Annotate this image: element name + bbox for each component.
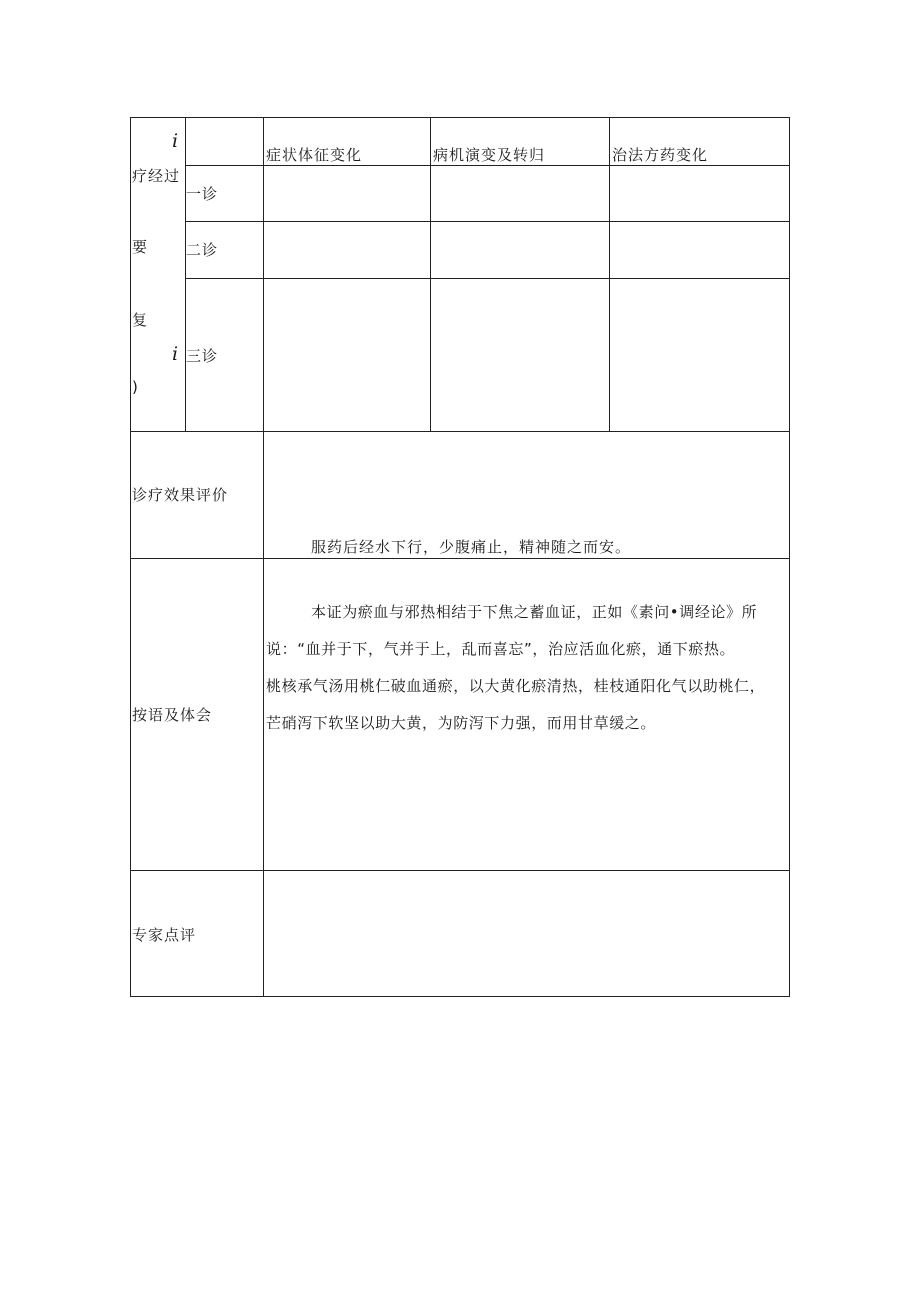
process-label-mark-top: i <box>172 130 179 152</box>
commentary-line-1: 本证为瘀血与邪热相结于下焦之蓄血证，正如《素问•调经论》所 <box>311 603 758 621</box>
visit-label-1: 一诊 <box>186 185 219 203</box>
visit-label-2: 二诊 <box>186 241 219 259</box>
table-border-bottom <box>130 996 790 997</box>
process-label-line-2: 要 <box>132 238 149 256</box>
evaluation-label: 诊疗效果评价 <box>132 486 229 504</box>
header-symptoms: 症状体征变化 <box>266 146 363 164</box>
table-border-right <box>789 117 790 997</box>
divider-visit2-row <box>185 278 790 279</box>
process-label-line-3: 复 <box>132 311 149 329</box>
process-label-line-4: ) <box>132 378 139 396</box>
expert-review-label: 专家点评 <box>132 926 197 944</box>
commentary-label: 按语及体会 <box>132 706 213 724</box>
divider-evaluation-commentary <box>130 558 790 559</box>
evaluation-content: 服药后经水下行，少腹痛止，精神随之而安。 <box>311 538 632 556</box>
divider-visit-symptoms <box>263 117 264 997</box>
divider-header-row <box>185 165 790 166</box>
divider-commentary-review <box>130 870 790 871</box>
process-label-line-1: 疗经过 <box>132 167 181 185</box>
commentary-line-4: 芒硝泻下软坚以助大黄，为防泻下力强，而用甘草缓之。 <box>266 714 657 732</box>
commentary-line-2: 说：“血并于下，气并于上，乱而喜忘”，治应活血化瘀，通下瘀热。 <box>266 640 736 658</box>
commentary-line-3: 桃核承气汤用桃仁破血通瘀，以大黄化瘀清热，桂枝通阳化气以助桃仁， <box>266 677 766 695</box>
divider-visit1-row <box>185 221 790 222</box>
table-border-top <box>130 117 790 118</box>
divider-process-evaluation <box>130 431 790 432</box>
header-treatment: 治法方药变化 <box>612 146 709 164</box>
header-pathogenesis: 病机演变及转归 <box>433 146 546 164</box>
process-label-mark-bottom: i <box>172 343 179 365</box>
visit-label-3: 三诊 <box>186 347 219 365</box>
table-border-left <box>130 117 131 997</box>
